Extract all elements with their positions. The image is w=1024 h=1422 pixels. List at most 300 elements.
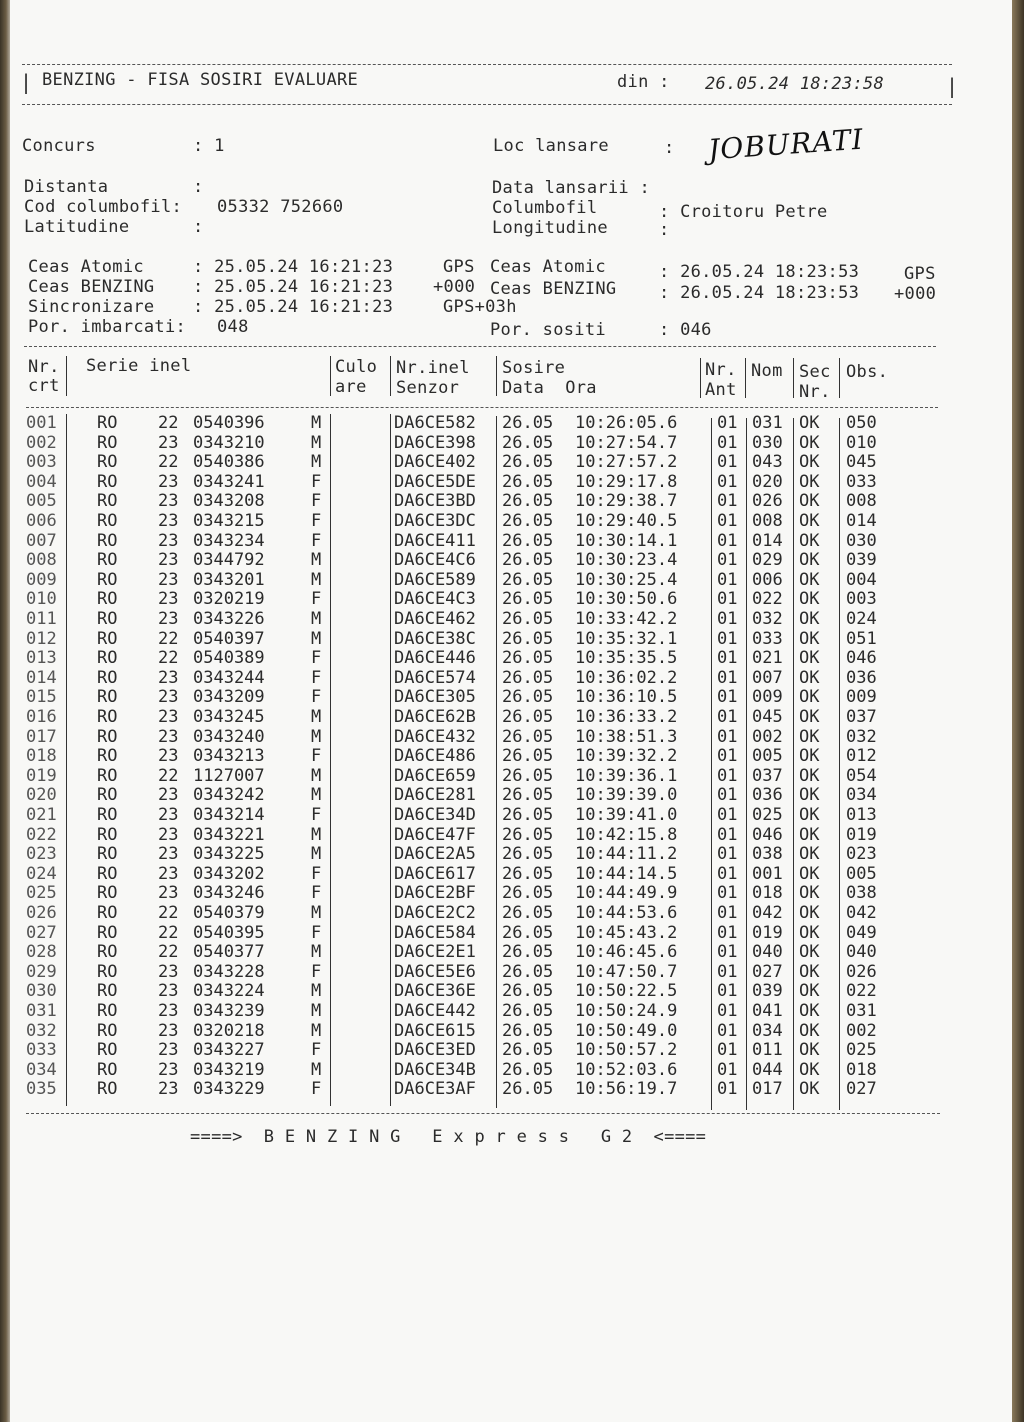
row-ring-number: 0343208	[193, 491, 265, 512]
row-year: 23	[158, 844, 179, 865]
row-year: 23	[158, 589, 179, 610]
row-country: RO	[97, 903, 118, 923]
row-nom: 025	[752, 805, 783, 825]
col-nr-line1: Nr.	[28, 357, 60, 377]
table-bottom-rule	[26, 1113, 940, 1114]
row-nr: 020	[26, 785, 57, 806]
row-country: RO	[97, 550, 118, 571]
clock-left-1-suffix: GPS	[443, 257, 475, 277]
row-nom: 039	[752, 981, 783, 1002]
row-arrival-time: 10:42:15.8	[575, 824, 678, 845]
row-security: OK	[799, 471, 820, 492]
row-year: 23	[158, 981, 179, 1002]
table-row	[0, 452, 1024, 472]
row-arrival-date: 26.05	[502, 707, 554, 727]
row-nr: 019	[26, 765, 57, 786]
row-arrival-date: 26.05	[502, 1001, 554, 1021]
longitudine-label: Longitudine	[492, 218, 608, 238]
row-security: OK	[799, 648, 820, 669]
row-sensor-ring: DA6CE2C2	[394, 903, 476, 923]
row-year: 23	[158, 432, 179, 453]
row-nom: 014	[752, 530, 783, 551]
col-sosire-line1: Sosire	[502, 358, 566, 378]
row-nom: 031	[752, 413, 783, 433]
row-sensor-ring: DA6CE36E	[394, 981, 476, 1002]
row-sensor-ring: DA6CE411	[394, 530, 476, 551]
din-timestamp: 26.05.24 18:23:58	[705, 74, 885, 94]
col-ant-line2: Ant	[705, 380, 737, 400]
top-dashed-rule	[22, 64, 952, 65]
row-country: RO	[97, 667, 118, 688]
row-country: RO	[97, 863, 118, 884]
row-obs: 009	[846, 687, 877, 708]
row-arrival-date: 26.05	[502, 883, 554, 904]
row-nom: 042	[752, 903, 783, 923]
row-ring-number: 0343201	[193, 569, 265, 590]
row-ring-number: 0343224	[193, 981, 265, 1002]
row-security: OK	[799, 1040, 820, 1061]
row-security: OK	[799, 961, 820, 982]
table-row	[0, 433, 1024, 453]
clock-left-3-suffix: GPS+03h	[443, 297, 517, 317]
row-obs: 027	[846, 1079, 877, 1100]
table-row	[0, 413, 1024, 433]
row-nom: 006	[752, 569, 783, 590]
row-ring-number: 0343240	[193, 726, 265, 747]
col-sec-line1: Sec	[799, 362, 831, 382]
row-ring-number: 0343229	[193, 1079, 265, 1100]
row-country: RO	[97, 765, 118, 786]
row-nom: 019	[752, 922, 783, 943]
row-arrival-time: 10:26:05.6	[575, 413, 678, 433]
row-country: RO	[97, 569, 118, 590]
row-security: OK	[799, 511, 820, 531]
row-nom: 029	[752, 550, 783, 571]
row-sensor-ring: DA6CE2BF	[394, 883, 476, 904]
col-culoare-line1: Culo	[335, 357, 378, 377]
table-row	[0, 727, 1024, 747]
clock-right-1-suffix: GPS	[904, 264, 936, 284]
row-ring-number: 0343228	[193, 961, 265, 982]
row-sex: M	[311, 785, 322, 806]
row-antenna: 01	[717, 863, 738, 884]
row-ring-number: 0343242	[193, 785, 265, 806]
row-obs: 042	[846, 903, 877, 923]
row-security: OK	[799, 942, 820, 963]
row-sex: F	[311, 687, 322, 708]
row-obs: 019	[846, 824, 877, 845]
row-nr: 007	[26, 530, 57, 551]
row-nr: 022	[26, 824, 57, 845]
row-nom: 011	[752, 1040, 783, 1061]
row-arrival-time: 10:30:50.6	[575, 589, 678, 610]
row-nr: 024	[26, 863, 57, 884]
cod-columbofil-value: 05332 752660	[217, 197, 344, 217]
row-year: 23	[158, 961, 179, 982]
row-nom: 034	[752, 1020, 783, 1041]
table-row	[0, 589, 1024, 609]
row-sensor-ring: DA6CE574	[394, 667, 476, 688]
cod-columbofil-label: Cod columbofil:	[24, 197, 183, 217]
row-year: 22	[158, 765, 179, 786]
row-obs: 040	[846, 942, 877, 963]
row-sensor-ring: DA6CE38C	[394, 628, 476, 649]
row-obs: 054	[846, 765, 877, 786]
row-security: OK	[799, 550, 820, 571]
row-security: OK	[799, 1079, 820, 1100]
row-sex: M	[311, 824, 322, 845]
row-arrival-date: 26.05	[502, 922, 554, 943]
row-year: 22	[158, 922, 179, 943]
row-obs: 023	[846, 844, 877, 865]
row-ring-number: 0343241	[193, 471, 265, 492]
row-year: 23	[158, 726, 179, 747]
row-sensor-ring: DA6CE3AF	[394, 1079, 476, 1100]
col-sosire-line2: Data Ora	[502, 378, 597, 398]
row-sensor-ring: DA6CE486	[394, 746, 476, 767]
table-row	[0, 1001, 1024, 1021]
row-country: RO	[97, 981, 118, 1002]
row-nr: 011	[26, 609, 57, 629]
loc-lansare-sep: :	[664, 138, 675, 158]
row-sensor-ring: DA6CE442	[394, 1001, 476, 1021]
row-sex: M	[311, 569, 322, 590]
row-obs: 014	[846, 511, 877, 531]
row-security: OK	[799, 432, 820, 453]
row-obs: 051	[846, 628, 877, 649]
table-row	[0, 962, 1024, 982]
row-nom: 030	[752, 432, 783, 453]
row-ring-number: 0540389	[193, 648, 265, 669]
row-ring-number: 0320218	[193, 1020, 265, 1041]
table-row	[0, 648, 1024, 668]
row-sensor-ring: DA6CE659	[394, 765, 476, 786]
row-antenna: 01	[717, 550, 738, 571]
table-row	[0, 1040, 1024, 1060]
row-year: 23	[158, 609, 179, 629]
row-sex: M	[311, 981, 322, 1002]
row-arrival-date: 26.05	[502, 903, 554, 923]
row-nr: 014	[26, 667, 57, 688]
row-ring-number: 1127007	[193, 765, 265, 786]
row-country: RO	[97, 452, 118, 473]
table-row	[0, 1079, 1024, 1099]
row-arrival-date: 26.05	[502, 687, 554, 708]
row-security: OK	[799, 844, 820, 865]
row-year: 23	[158, 746, 179, 767]
row-antenna: 01	[717, 609, 738, 629]
row-year: 23	[158, 785, 179, 806]
row-arrival-date: 26.05	[502, 471, 554, 492]
row-sensor-ring: DA6CE402	[394, 452, 476, 473]
row-country: RO	[97, 491, 118, 512]
row-nom: 032	[752, 609, 783, 629]
row-nom: 021	[752, 648, 783, 669]
row-nr: 035	[26, 1079, 57, 1100]
row-year: 23	[158, 1020, 179, 1041]
row-obs: 034	[846, 785, 877, 806]
row-arrival-date: 26.05	[502, 511, 554, 531]
hdr-sep-7	[793, 358, 794, 398]
row-arrival-date: 26.05	[502, 785, 554, 806]
row-nr: 012	[26, 628, 57, 649]
table-row	[0, 511, 1024, 531]
row-obs: 008	[846, 491, 877, 512]
row-ring-number: 0540396	[193, 413, 265, 433]
row-sex: F	[311, 746, 322, 767]
row-obs: 025	[846, 1040, 877, 1061]
row-arrival-time: 10:56:19.7	[575, 1079, 678, 1100]
row-arrival-date: 26.05	[502, 648, 554, 669]
row-sex: F	[311, 667, 322, 688]
table-row	[0, 550, 1024, 570]
row-antenna: 01	[717, 961, 738, 982]
row-year: 23	[158, 550, 179, 571]
row-antenna: 01	[717, 511, 738, 531]
row-antenna: 01	[717, 824, 738, 845]
row-sensor-ring: DA6CE582	[394, 413, 476, 433]
row-obs: 005	[846, 863, 877, 884]
row-arrival-time: 10:39:39.0	[575, 785, 678, 806]
clock-left-3-label: Sincronizare	[28, 297, 155, 317]
row-sex: F	[311, 530, 322, 551]
row-ring-number: 0540386	[193, 452, 265, 473]
row-year: 22	[158, 413, 179, 433]
row-sex: M	[311, 452, 322, 473]
row-nr: 025	[26, 883, 57, 904]
row-nom: 020	[752, 471, 783, 492]
row-nr: 001	[26, 413, 57, 433]
row-sex: M	[311, 765, 322, 786]
row-security: OK	[799, 824, 820, 845]
row-antenna: 01	[717, 1040, 738, 1061]
row-security: OK	[799, 413, 820, 433]
row-country: RO	[97, 687, 118, 708]
row-nom: 045	[752, 707, 783, 727]
row-sensor-ring: DA6CE34B	[394, 1059, 476, 1080]
row-nr: 004	[26, 471, 57, 492]
row-antenna: 01	[717, 1079, 738, 1100]
row-nr: 005	[26, 491, 57, 512]
row-antenna: 01	[717, 1001, 738, 1021]
row-nr: 021	[26, 805, 57, 825]
row-sensor-ring: DA6CE446	[394, 648, 476, 669]
row-country: RO	[97, 805, 118, 825]
row-antenna: 01	[717, 883, 738, 904]
loc-lansare-label: Loc lansare	[493, 136, 609, 156]
row-arrival-time: 10:44:14.5	[575, 863, 678, 884]
row-nom: 022	[752, 589, 783, 610]
row-arrival-time: 10:50:57.2	[575, 1040, 678, 1061]
row-nom: 036	[752, 785, 783, 806]
row-obs: 024	[846, 609, 877, 629]
row-antenna: 01	[717, 589, 738, 610]
row-arrival-time: 10:38:51.3	[575, 726, 678, 747]
row-arrival-date: 26.05	[502, 746, 554, 767]
row-obs: 049	[846, 922, 877, 943]
row-ring-number: 0540397	[193, 628, 265, 649]
row-sensor-ring: DA6CE34D	[394, 805, 476, 825]
row-nr: 018	[26, 746, 57, 767]
row-ring-number: 0343210	[193, 432, 265, 453]
row-arrival-time: 10:35:35.5	[575, 648, 678, 669]
row-nr: 028	[26, 942, 57, 963]
row-sensor-ring: DA6CE398	[394, 432, 476, 453]
row-antenna: 01	[717, 432, 738, 453]
row-sensor-ring: DA6CE47F	[394, 824, 476, 845]
row-security: OK	[799, 805, 820, 825]
row-sensor-ring: DA6CE462	[394, 609, 476, 629]
row-ring-number: 0343225	[193, 844, 265, 865]
row-security: OK	[799, 609, 820, 629]
row-arrival-time: 10:47:50.7	[575, 961, 678, 982]
row-sex: M	[311, 1020, 322, 1041]
row-arrival-time: 10:39:41.0	[575, 805, 678, 825]
row-nom: 008	[752, 511, 783, 531]
row-arrival-date: 26.05	[502, 765, 554, 786]
row-ring-number: 0540379	[193, 903, 265, 923]
row-sensor-ring: DA6CE615	[394, 1020, 476, 1041]
row-arrival-time: 10:36:33.2	[575, 707, 678, 727]
row-arrival-time: 10:45:43.2	[575, 922, 678, 943]
sositi-value: : 046	[659, 320, 712, 340]
row-antenna: 01	[717, 687, 738, 708]
row-arrival-date: 26.05	[502, 413, 554, 433]
row-year: 23	[158, 530, 179, 551]
table-row	[0, 883, 1024, 903]
row-obs: 039	[846, 550, 877, 571]
row-year: 23	[158, 569, 179, 590]
row-security: OK	[799, 628, 820, 649]
row-ring-number: 0343239	[193, 1001, 265, 1021]
row-ring-number: 0343234	[193, 530, 265, 551]
row-security: OK	[799, 707, 820, 727]
col-nom: Nom	[751, 361, 783, 381]
row-nr: 017	[26, 726, 57, 747]
row-sensor-ring: DA6CE584	[394, 922, 476, 943]
row-arrival-time: 10:29:40.5	[575, 511, 678, 531]
row-obs: 013	[846, 805, 877, 825]
col-serie-inel: Serie inel	[86, 356, 192, 376]
row-obs: 038	[846, 883, 877, 904]
row-sex: F	[311, 863, 322, 884]
row-sensor-ring: DA6CE4C3	[394, 589, 476, 610]
row-nr: 033	[26, 1040, 57, 1061]
row-nom: 017	[752, 1079, 783, 1100]
row-arrival-date: 26.05	[502, 667, 554, 688]
row-antenna: 01	[717, 667, 738, 688]
clock-right-2-suffix: +000	[894, 284, 937, 304]
row-arrival-date: 26.05	[502, 1079, 554, 1100]
row-nom: 009	[752, 687, 783, 708]
latitudine-value: :	[193, 217, 204, 237]
row-arrival-time: 10:44:53.6	[575, 903, 678, 923]
row-country: RO	[97, 844, 118, 865]
row-ring-number: 0343214	[193, 805, 265, 825]
row-obs: 045	[846, 452, 877, 473]
row-year: 23	[158, 805, 179, 825]
row-country: RO	[97, 1020, 118, 1041]
row-sex: F	[311, 961, 322, 982]
row-antenna: 01	[717, 981, 738, 1002]
row-obs: 037	[846, 707, 877, 727]
row-country: RO	[97, 726, 118, 747]
row-nr: 010	[26, 589, 57, 610]
row-country: RO	[97, 746, 118, 767]
hdr-sep-3	[390, 356, 391, 396]
row-antenna: 01	[717, 746, 738, 767]
row-arrival-time: 10:27:54.7	[575, 432, 678, 453]
row-obs: 026	[846, 961, 877, 982]
row-arrival-date: 26.05	[502, 1040, 554, 1061]
row-obs: 032	[846, 726, 877, 747]
row-ring-number: 0343213	[193, 746, 265, 767]
row-security: OK	[799, 922, 820, 943]
row-security: OK	[799, 981, 820, 1002]
col-ant-line1: Nr.	[705, 360, 737, 380]
row-arrival-date: 26.05	[502, 844, 554, 865]
latitudine-label: Latitudine	[24, 217, 130, 237]
row-arrival-time: 10:39:36.1	[575, 765, 678, 786]
row-sex: M	[311, 1059, 322, 1080]
row-arrival-time: 10:29:17.8	[575, 471, 678, 492]
row-year: 23	[158, 1040, 179, 1061]
row-arrival-date: 26.05	[502, 1020, 554, 1041]
row-nr: 034	[26, 1059, 57, 1080]
row-arrival-time: 10:52:03.6	[575, 1059, 678, 1080]
table-row	[0, 668, 1024, 688]
row-sex: M	[311, 432, 322, 453]
row-antenna: 01	[717, 765, 738, 786]
row-security: OK	[799, 589, 820, 610]
row-arrival-date: 26.05	[502, 863, 554, 884]
row-sex: M	[311, 844, 322, 865]
row-nr: 006	[26, 511, 57, 531]
row-sex: F	[311, 1040, 322, 1061]
row-security: OK	[799, 1020, 820, 1041]
columbofil-label: Columbofil	[492, 198, 598, 218]
row-arrival-time: 10:36:10.5	[575, 687, 678, 708]
clock-left-1-value: : 25.05.24 16:21:23	[193, 257, 394, 277]
row-arrival-time: 10:50:24.9	[575, 1001, 678, 1021]
imbarcati-label: Por. imbarcati:	[28, 317, 187, 337]
hdr-sep-4	[496, 356, 497, 396]
clock-left-1-label: Ceas Atomic	[28, 257, 144, 277]
row-nom: 040	[752, 942, 783, 963]
row-country: RO	[97, 961, 118, 982]
row-sex: M	[311, 942, 322, 963]
row-security: OK	[799, 863, 820, 884]
row-arrival-date: 26.05	[502, 726, 554, 747]
row-security: OK	[799, 726, 820, 747]
row-arrival-time: 10:50:49.0	[575, 1020, 678, 1041]
row-year: 23	[158, 707, 179, 727]
row-sensor-ring: DA6CE3ED	[394, 1040, 476, 1061]
row-sex: F	[311, 491, 322, 512]
row-sex: M	[311, 707, 322, 727]
row-year: 22	[158, 942, 179, 963]
row-sex: F	[311, 511, 322, 531]
row-sensor-ring: DA6CE305	[394, 687, 476, 708]
row-antenna: 01	[717, 471, 738, 492]
row-nr: 013	[26, 648, 57, 669]
row-year: 23	[158, 863, 179, 884]
col-culoare-line2: are	[335, 377, 367, 397]
row-arrival-date: 26.05	[502, 1059, 554, 1080]
hdr-sep-8	[839, 358, 840, 398]
row-antenna: 01	[717, 628, 738, 649]
row-ring-number: 0343227	[193, 1040, 265, 1061]
